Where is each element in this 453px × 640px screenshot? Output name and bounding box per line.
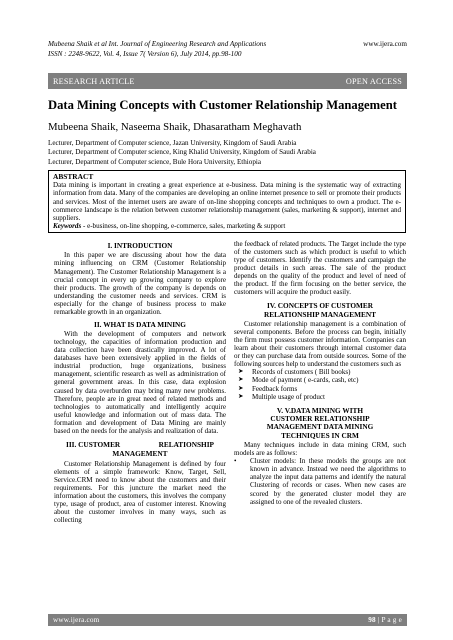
list-item: ➤ Feedback forms [238,384,298,393]
section-5-text: Many techniques include in data mining CRM, such models are as follows: [234,441,406,458]
citation-line-2: ISSN : 2248-9622, Vol. 4, Issue 7( Version 6), July 2014, pp.98-100 [48,49,242,58]
list-item: ➤ Mode of payment ( e-cards, cash, etc) [238,376,359,385]
arrow-bullet-icon: ➤ [238,392,244,400]
list-item: ➤ Multiple usage of product [238,392,325,401]
section-3-heading-line-2: MANAGEMENT [112,449,168,459]
affiliation-3: Lecturer, Department of Computer science, Bule Hora University, Ethiopia [48,157,261,166]
affiliation-1: Lecturer, Department of Computer science, Jazan University, Kingdom of Saudi Arabia [48,139,297,147]
section-3-heading-part-1: III. CUSTOMER [66,439,121,449]
section-2-text: With the development of computers and network technology, the capacities of information production and data collection have been drastically improved. A lot of databases have been extensively applied in the fields of industrial production, huge organizations, business management, scientific research as well as administration of general government areas. In this case, data explosion caused by data overburden may bring many new problems. Therefore, people are in great need of related methods and technologies to automatically and intelligently acquire useful knowledge and information out of mass data. The formation and development of Data Mining are mainly based on the needs for the analysis and realization of data. [54,330,226,435]
affiliation-2: Lecturer, Department of Computer science, King Khalid University, Kingdom of Saudi Arabia [48,148,316,157]
section-4-heading-line-1: IV. CONCEPTS OF CUSTOMER [266,301,374,311]
section-5-heading-line-4: TECHNIQUES IN CRM [281,430,359,440]
arrow-bullet-icon: ➤ [238,376,244,384]
abstract-heading: ABSTRACT [53,172,94,181]
footer-website-link[interactable]: www.ijera.com [53,616,100,624]
section-2-heading: II. WHAT IS DATA MINING [94,319,186,329]
left-column [54,240,226,524]
crm-model-list [234,457,406,505]
section-5-heading-line-1: V. V.DATA MINING WITH [276,405,364,415]
section-4-heading [234,302,406,319]
keywords-text: - e-business, on-line shopping, e-commerce, sales, marketing & support [81,222,286,231]
article-banner [48,73,407,89]
journal-citation [48,40,266,59]
section-3-heading [54,441,226,449]
list-item: • Cluster models: In these models the groups are not known in advance. Instead we need the algorithms to analyze the input data patterns and identify the natural Clustering of records or cases. When new cases are scored by the generated cluster model they are assigned to one of the revealed clusters. [234,457,406,506]
section-3-text: Customer Relationship Management is defined by four elements of a simple framework: Know, Target, Sell, Service.CRM need to know about the customers and their requirements. For this juncture the market need the information about the customers, this involves the company type, usage of product, area of customer interest. Knowing about the customer involves in many ways, such as collecting [54,459,226,524]
section-4-heading-line-2: RELATIONSHIP MANAGEMENT [264,309,376,319]
author-list: Mubeena Shaik, Naseema Shaik, Dhasaratham Meghavath [48,121,302,133]
page-footer [48,614,407,626]
access-type-label: OPEN ACCESS [345,76,402,86]
keywords-label: Keywords [53,222,82,231]
header-website-link[interactable]: www.ijera.com [363,40,407,48]
section-5-heading-line-3: MANAGEMENT DATA MINING [266,422,374,432]
section-5-heading-line-2: CUSTOMER RELATIONSHIP [270,414,370,424]
article-type-label: RESEARCH ARTICLE [53,76,135,86]
section-5-heading [234,407,406,441]
section-3-continued-text: the feedback of related products. The Target include the type of the customers such as which product is useful to which type of customers. Identify the customers and campaign the product details in such areas. The sale of the product depends on the quality of the product and level of need of the product. If the firm focusing on the better service, the customers will acquire the product easily. [234,240,406,297]
right-column [234,240,406,506]
abstract-text: Data mining is important in creating a great experience at e-business. Data mining is the systematic way of extracting information from data. Many of the companies are developing an online internet presence to sell or promote their products and services. Most of the internet users are aware of on-line shopping concepts and techniques to own a product. The e-commerce landscape is the relation between customer relationship management (sales, marketing & support), internet and suppliers. [53,181,401,223]
section-1-text: In this paper we are discussing about how the data mining influencing on CRM (Customer Relationship Management). The Customer Relationship Management is a crucial concept in every up growing company to explore their products. The growth of the company is depends on understanding the customer needs and services. CRM is especially for the change of business process to make remarkable growth in an organization. [54,251,226,316]
paper-title: Data Mining Concepts with Customer Relationship Management [48,98,397,112]
citation-line-1: Mubeena Shaik et al Int. Journal of Engineering Research and Applications [48,40,267,48]
section-4-text: Customer relationship management is a combination of several components. Before the process can begin, initially the firm must possess customer information. Companies can learn about their customers through internal customer data or they can purchase data from outside sources. Some of the following sources help to understand the customers such as [234,320,406,369]
list-item: ➤ Records of customers ( Bill books) [238,368,351,377]
section-1-heading: I. INTRODUCTION [107,241,173,250]
page-number: 98 | P a g e [368,616,402,624]
bullet-icon: • [234,457,237,466]
arrow-bullet-icon: ➤ [238,384,244,392]
customer-source-list [234,368,406,400]
abstract-box [48,170,406,233]
section-3-heading-part-2: RELATIONSHIP [158,439,214,449]
affiliations [48,139,316,167]
arrow-bullet-icon: ➤ [238,368,244,376]
